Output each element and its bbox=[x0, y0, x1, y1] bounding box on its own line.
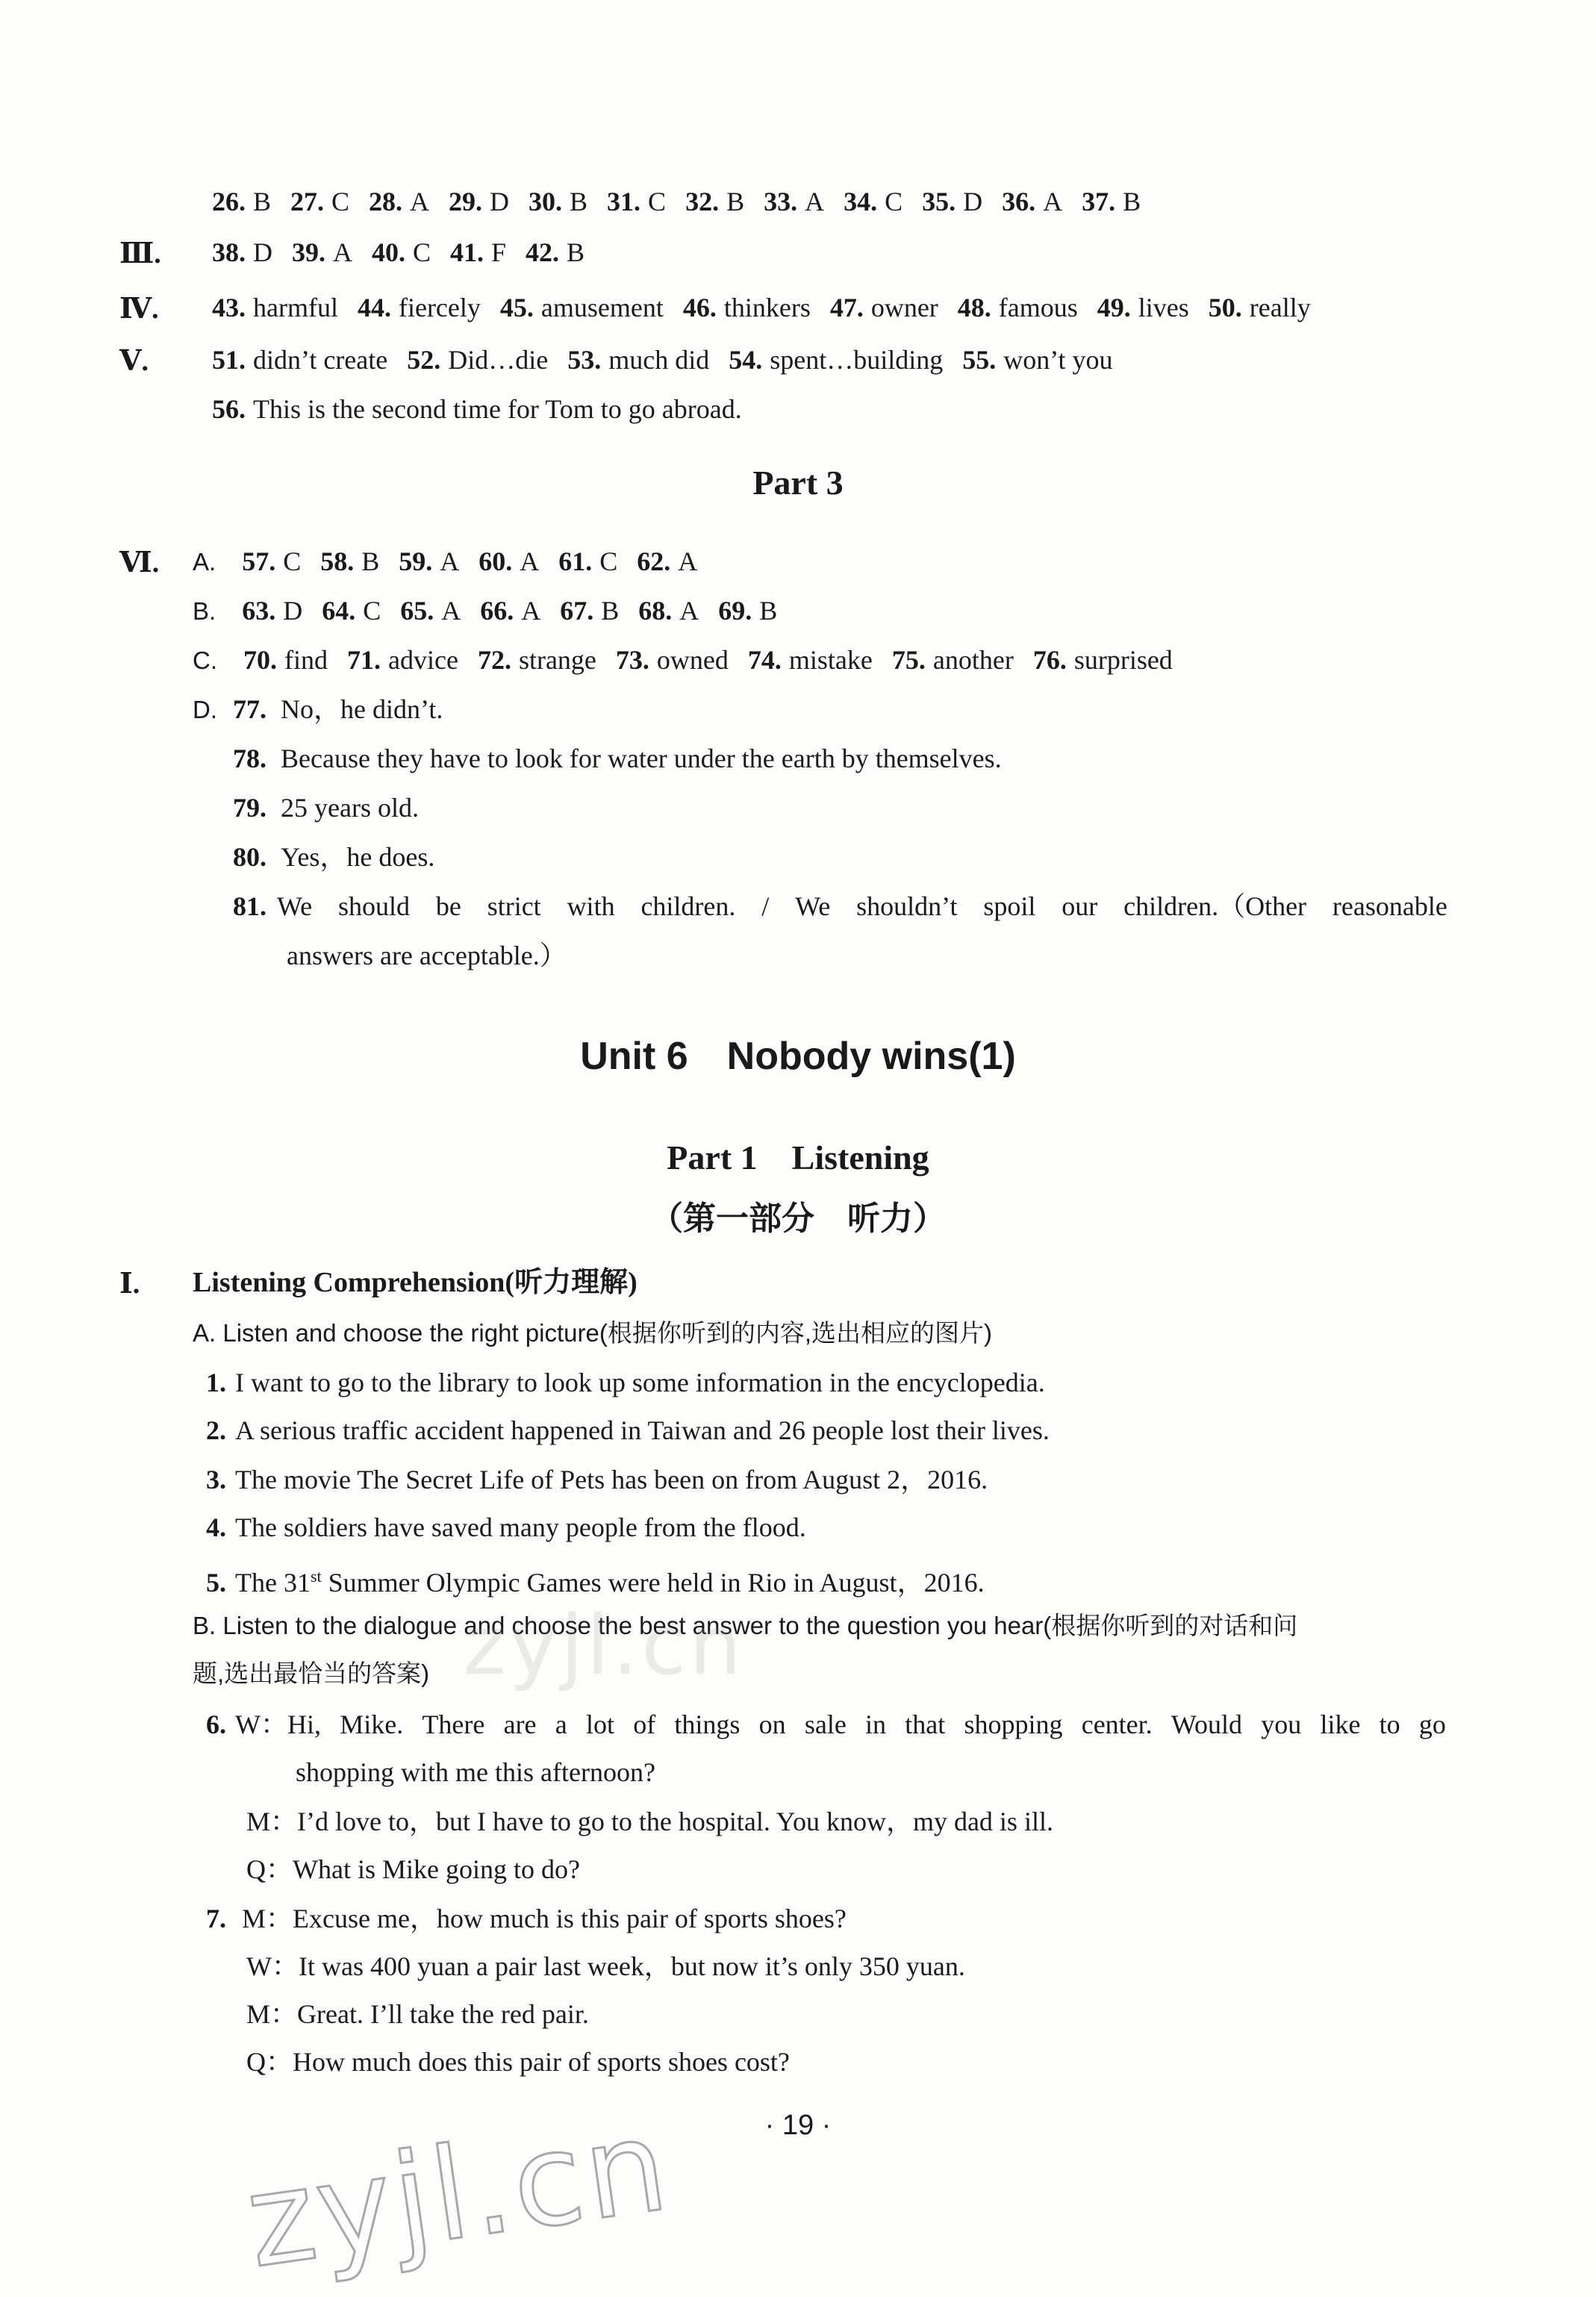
answer-item-answer: A bbox=[679, 596, 699, 626]
dialogue-7-m2: M：Great. I’ll take the red pair. bbox=[246, 1999, 589, 2029]
part3-heading: Part 3 bbox=[752, 464, 844, 502]
word: with bbox=[567, 891, 615, 921]
dialogue-6-q: Q：What is Mike going to do? bbox=[246, 1854, 580, 1884]
answer-item-answer: A bbox=[1043, 187, 1063, 216]
answer-item-answer: won’t you bbox=[1003, 345, 1113, 375]
answer-item-answer: D bbox=[253, 237, 272, 267]
answer-item-number: 68. bbox=[638, 596, 673, 626]
answer-item-answer: surprised bbox=[1073, 645, 1173, 675]
answer-item-number: 65. bbox=[400, 596, 434, 626]
answer-item-answer: thinkers bbox=[723, 293, 811, 322]
answer-item-number: 32. bbox=[685, 187, 720, 216]
answer-item-number: 35. bbox=[922, 187, 956, 216]
section-b-label: B. bbox=[193, 597, 216, 625]
answer-item-answer: Did…die bbox=[448, 345, 549, 375]
listening-item-text: The 31st Summer Olympic Games were held in Rio in August，2016. bbox=[235, 1567, 985, 1598]
dialogue-7-q: Q：How much does this pair of sports shoes cost? bbox=[246, 2047, 790, 2077]
answer-item-number: 71. bbox=[347, 645, 381, 675]
answer-line-51-55 bbox=[193, 343, 1113, 376]
answer-item-answer: C bbox=[413, 237, 431, 267]
answer-item-number: 64. bbox=[322, 596, 356, 626]
answer-item-answer: A bbox=[333, 237, 352, 267]
word: like bbox=[1320, 1709, 1361, 1739]
answer-item-number: 29. bbox=[449, 187, 483, 216]
watermark-logo: zyjl.cn bbox=[237, 2091, 679, 2297]
answer-item-number: 59. bbox=[399, 546, 433, 576]
section-a-label: A. bbox=[193, 548, 216, 576]
answer-item-answer: This is the second time for Tom to go abroad. bbox=[253, 394, 742, 424]
answer-item-number: 48. bbox=[957, 293, 991, 322]
section-d-label: D. bbox=[193, 696, 217, 723]
word: in bbox=[865, 1709, 887, 1739]
word: lot bbox=[585, 1709, 614, 1739]
question-number-78: 78. bbox=[233, 744, 266, 773]
answer-item-number: 40. bbox=[372, 237, 405, 267]
listening-item-number: 1. bbox=[206, 1368, 226, 1397]
roman-numeral-4: Ⅳ. bbox=[119, 293, 159, 325]
part1-title: Part 1 Listening bbox=[667, 1138, 929, 1176]
answer-79: 25 years old. bbox=[281, 793, 419, 823]
answer-item-number: 38. bbox=[212, 237, 246, 267]
answer-item-answer: B bbox=[361, 546, 380, 576]
listening-item-text: A serious traffic accident happened in Taiwan and 26 people lost their lives. bbox=[235, 1415, 1050, 1445]
listening-item bbox=[206, 1463, 988, 1496]
answer-line-80 bbox=[233, 841, 434, 873]
answer-item-number: 34. bbox=[844, 187, 878, 216]
listening-item-number: 5. bbox=[206, 1568, 226, 1598]
word: Would bbox=[1170, 1709, 1242, 1739]
answer-item-number: 53. bbox=[567, 345, 602, 375]
answer-item-answer: C bbox=[331, 187, 350, 216]
answer-item-answer: C bbox=[648, 187, 667, 216]
answer-item-answer: didn’t create bbox=[253, 345, 388, 375]
answer-item-number: 73. bbox=[615, 645, 649, 675]
answer-item-answer: B bbox=[567, 237, 585, 267]
answer-item-number: 57. bbox=[242, 546, 276, 576]
roman-numeral-1: Ⅰ. bbox=[119, 1268, 140, 1300]
ordinal-suffix: st bbox=[310, 1567, 322, 1586]
answer-item-answer: D bbox=[963, 187, 983, 216]
word: reasonable bbox=[1332, 891, 1447, 921]
listening-item-number: 4. bbox=[206, 1512, 226, 1542]
answer-item-answer: A bbox=[440, 546, 460, 576]
answer-item-answer: B bbox=[1123, 187, 1141, 216]
answer-77: No，he didn’t. bbox=[281, 694, 443, 724]
roman-numeral-5: Ⅴ. bbox=[119, 346, 149, 377]
word: children. bbox=[640, 891, 736, 921]
answer-item-answer: mistake bbox=[788, 645, 873, 675]
answer-item-number: 76. bbox=[1032, 645, 1067, 675]
answer-line-56 bbox=[193, 393, 742, 426]
answer-line-26-37 bbox=[193, 185, 1141, 218]
answer-item-number: 42. bbox=[526, 237, 560, 267]
answer-item-number: 70. bbox=[243, 645, 277, 675]
unit-title: Unit 6 Nobody wins(1) bbox=[580, 1035, 1016, 1078]
answer-item-number: 47. bbox=[829, 293, 864, 322]
answer-item-answer: B bbox=[726, 187, 745, 216]
answer-item-answer: harmful bbox=[253, 293, 338, 322]
answer-line-78 bbox=[233, 742, 1002, 775]
answer-item-answer: C bbox=[885, 187, 903, 216]
answer-item-answer: F bbox=[491, 237, 507, 267]
answer-item-answer: amusement bbox=[540, 293, 664, 322]
answer-item-number: 55. bbox=[962, 345, 997, 375]
section-a-instruction: A. Listen and choose the right picture(根据你听到的内容,选出相应的图片) bbox=[193, 1319, 992, 1347]
answer-item-answer: B bbox=[570, 187, 588, 216]
word: shouldn’t bbox=[856, 891, 958, 921]
word: things bbox=[674, 1709, 741, 1739]
word: go bbox=[1418, 1709, 1446, 1739]
word: Hi, bbox=[287, 1709, 321, 1739]
page-number: · 19 · bbox=[764, 2110, 832, 2141]
dialogue-6-w-line1 bbox=[287, 1708, 1446, 1741]
answer-item-number: 54. bbox=[729, 345, 763, 375]
answer-item-answer: C bbox=[283, 546, 302, 576]
section-b-instruction-line2: 题,选出最恰当的答案) bbox=[193, 1659, 430, 1687]
roman-numeral-6: Ⅵ. bbox=[119, 547, 160, 579]
word: spoil bbox=[983, 891, 1036, 921]
question-number-77: 77. bbox=[233, 694, 266, 724]
roman-numeral-3: Ⅲ. bbox=[119, 238, 161, 269]
answer-item-number: 27. bbox=[290, 187, 325, 216]
answer-item-number: 30. bbox=[529, 187, 563, 216]
question-number-79: 79. bbox=[233, 793, 266, 823]
answer-item-answer: A bbox=[410, 187, 430, 216]
word: shopping bbox=[964, 1709, 1063, 1739]
part3-section-c bbox=[193, 643, 1173, 677]
answer-item-number: 75. bbox=[891, 645, 926, 675]
word: We bbox=[795, 891, 831, 921]
answer-item-answer: C bbox=[363, 596, 381, 626]
answer-line-43-50 bbox=[193, 291, 1311, 324]
answer-item-answer: famous bbox=[998, 293, 1078, 322]
answer-item-number: 56. bbox=[212, 394, 246, 424]
listening-item-text: The soldiers have saved many people from the flood. bbox=[235, 1512, 806, 1542]
dialogue-6-m: M：I’d love to，but I have to go to the hospital. You know，my dad is ill. bbox=[246, 1807, 1053, 1836]
answer-item-number: 61. bbox=[558, 546, 593, 576]
answer-item-number: 74. bbox=[747, 645, 782, 675]
answer-item-number: 31. bbox=[607, 187, 641, 216]
answer-item-number: 58. bbox=[320, 546, 355, 576]
word: / bbox=[761, 891, 770, 921]
word: that bbox=[905, 1709, 946, 1739]
answer-item-number: 37. bbox=[1082, 187, 1116, 216]
question-number-6: 6. bbox=[206, 1709, 226, 1739]
listening-item-number: 2. bbox=[206, 1415, 226, 1445]
answer-item-answer: fiercely bbox=[398, 293, 481, 322]
answer-item-answer: really bbox=[1249, 293, 1311, 322]
dialogue-7-m1 bbox=[206, 1902, 847, 1935]
answer-item-number: 33. bbox=[764, 187, 798, 216]
word: Mike. bbox=[340, 1709, 404, 1739]
word: There bbox=[422, 1709, 485, 1739]
answer-item-answer: strange bbox=[518, 645, 596, 675]
answer-item-answer: B bbox=[759, 596, 778, 626]
answer-item-number: 50. bbox=[1208, 293, 1242, 322]
answer-item-number: 72. bbox=[477, 645, 511, 675]
word: sale bbox=[804, 1709, 847, 1739]
listening-item bbox=[206, 1560, 985, 1599]
answer-80: Yes，he does. bbox=[281, 842, 435, 872]
answer-item-number: 66. bbox=[480, 596, 514, 626]
answer-item-number: 52. bbox=[407, 345, 441, 375]
listening-item bbox=[206, 1511, 806, 1544]
answer-item-answer: A bbox=[520, 546, 540, 576]
answer-item-answer: owner bbox=[870, 293, 938, 322]
answer-item-number: 43. bbox=[212, 293, 246, 322]
answer-item-answer: spent…building bbox=[770, 345, 944, 375]
speaker-w: W： bbox=[235, 1709, 287, 1739]
question-number-80: 80. bbox=[233, 842, 266, 872]
word: a bbox=[555, 1709, 567, 1739]
answer-78: Because they have to look for water under the earth by themselves. bbox=[281, 744, 1002, 773]
answer-item-answer: D bbox=[283, 596, 303, 626]
answer-item-answer: owned bbox=[656, 645, 729, 675]
answer-item-answer: B bbox=[601, 596, 620, 626]
answer-item-number: 39. bbox=[292, 237, 325, 267]
answer-item-number: 46. bbox=[682, 293, 717, 322]
answer-item-answer: D bbox=[490, 187, 510, 216]
answer-81-line2: answers are acceptable.） bbox=[287, 941, 567, 970]
listening-item-text: The movie The Secret Life of Pets has been on from August 2，2016. bbox=[235, 1465, 988, 1495]
question-number-7: 7. bbox=[206, 1904, 226, 1933]
answer-item-number: 69. bbox=[718, 596, 752, 626]
listening-item bbox=[206, 1366, 1045, 1399]
answer-item-answer: advice bbox=[388, 645, 458, 675]
word: be bbox=[435, 891, 461, 921]
listening-item-text: I want to go to the library to look up some information in the encyclopedia. bbox=[235, 1368, 1045, 1397]
dialogue-6-w bbox=[206, 1708, 1446, 1741]
answer-item-number: 49. bbox=[1097, 293, 1131, 322]
answer-item-answer: much did bbox=[608, 345, 710, 375]
word: children.（Other bbox=[1123, 891, 1307, 921]
word: on bbox=[758, 1709, 786, 1739]
word: our bbox=[1062, 891, 1098, 921]
listening-item-number: 3. bbox=[206, 1465, 226, 1495]
answer-item-answer: A bbox=[678, 546, 698, 576]
watermark-faint: zyjl.cn bbox=[463, 1598, 745, 1693]
part3-section-a bbox=[193, 545, 697, 579]
answer-item-answer: A bbox=[441, 596, 461, 626]
word: you bbox=[1261, 1709, 1302, 1739]
word: strict bbox=[487, 891, 541, 921]
word: We bbox=[277, 891, 313, 921]
dialogue-7-w: W：It was 400 yuan a pair last week，but now it’s only 350 yuan. bbox=[246, 1951, 965, 1981]
answer-item-answer: A bbox=[521, 596, 541, 626]
dialogue-7-m1-text: M：Excuse me，how much is this pair of sports shoes? bbox=[242, 1904, 847, 1933]
answer-item-number: 36. bbox=[1002, 187, 1036, 216]
section1-title: Listening Comprehension(听力理解) bbox=[193, 1267, 638, 1298]
answer-item-answer: A bbox=[805, 187, 825, 216]
answer-item-answer: lives bbox=[1138, 293, 1189, 322]
question-number-81: 81. bbox=[233, 891, 266, 921]
answer-81-line1 bbox=[277, 890, 1447, 923]
answer-item-answer: C bbox=[599, 546, 618, 576]
answer-line-81 bbox=[233, 890, 1447, 923]
answer-item-number: 41. bbox=[450, 237, 484, 267]
dialogue-6-w-line2: shopping with me this afternoon? bbox=[296, 1757, 655, 1787]
answer-item-answer: find bbox=[284, 645, 328, 675]
answer-line-38-42 bbox=[193, 236, 585, 269]
part3-section-b bbox=[193, 594, 777, 628]
word: are bbox=[503, 1709, 537, 1739]
answer-item-number: 44. bbox=[357, 293, 391, 322]
answer-item-number: 63. bbox=[242, 596, 276, 626]
word: of bbox=[633, 1709, 656, 1739]
answer-item-answer: B bbox=[253, 187, 272, 216]
part3-section-d bbox=[193, 693, 443, 726]
answer-item-number: 51. bbox=[212, 345, 246, 375]
word: should bbox=[337, 891, 410, 921]
answer-item-number: 67. bbox=[560, 596, 594, 626]
word: center. bbox=[1081, 1709, 1153, 1739]
section-c-label: C. bbox=[193, 646, 217, 674]
section-b-instruction-line1: B. Listen to the dialogue and choose the best answer to the question you hear(根据你听到的对话和问 bbox=[193, 1612, 1298, 1639]
answer-item-number: 45. bbox=[499, 293, 534, 322]
answer-item-number: 28. bbox=[369, 187, 403, 216]
answer-item-answer: another bbox=[932, 645, 1014, 675]
answer-item-number: 62. bbox=[637, 546, 671, 576]
listening-item bbox=[206, 1414, 1050, 1447]
answer-item-number: 26. bbox=[212, 187, 246, 216]
answer-line-79 bbox=[233, 791, 419, 824]
word: to bbox=[1379, 1709, 1400, 1739]
part1-chinese-title: （第一部分 听力） bbox=[650, 1200, 946, 1237]
answer-item-number: 60. bbox=[479, 546, 513, 576]
